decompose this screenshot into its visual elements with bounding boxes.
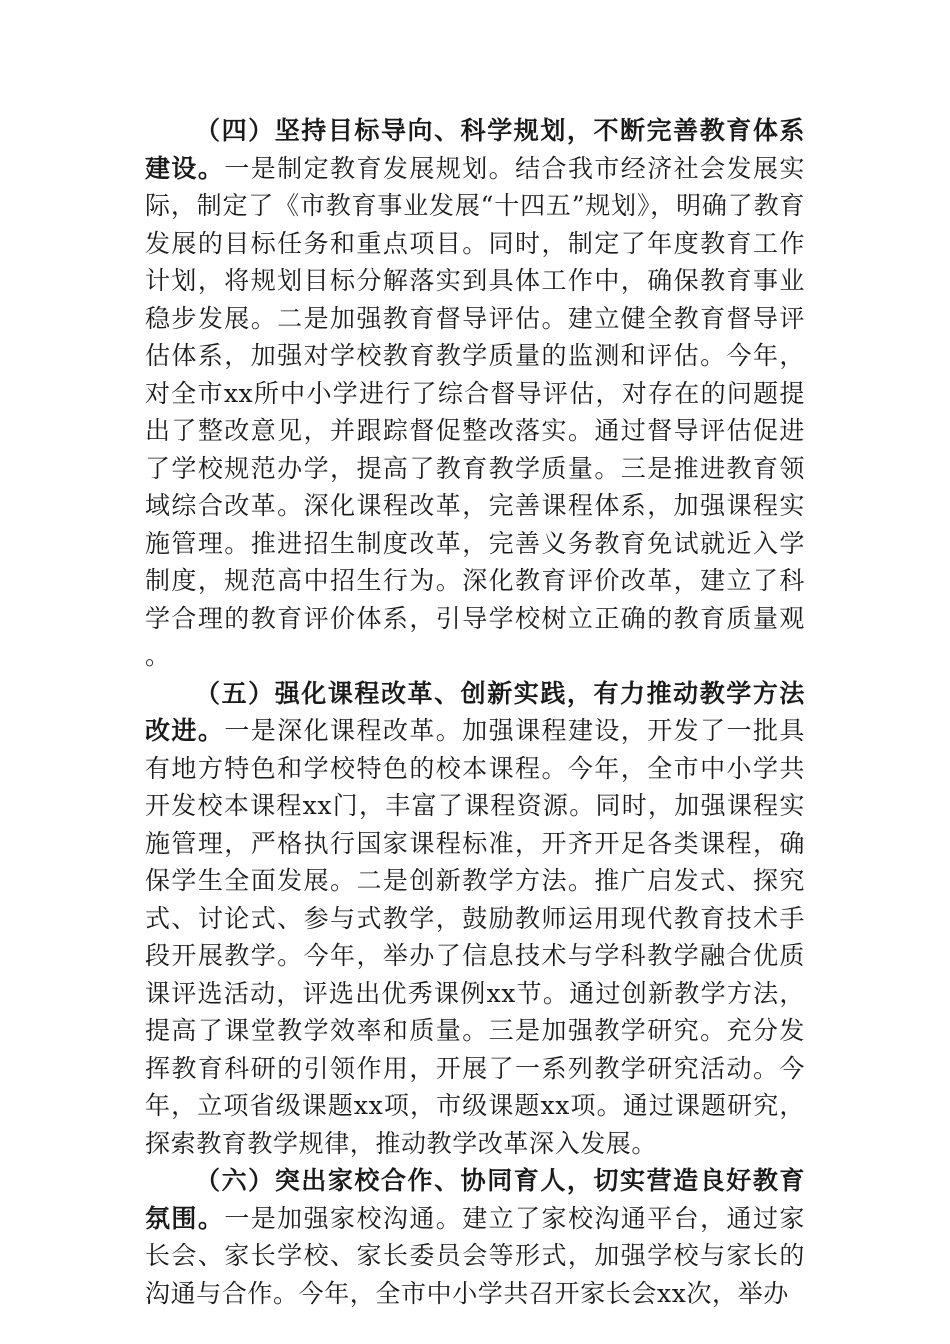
section-5-body: 一是深化课程改革。加强课程建设，开发了一批具有地方特色和学校特色的校本课程。今年，全市中小学共开发校本课程xx门，丰富了课程资源。同时，加强课程实施管理，严格执行国家课程标准，开齐开足各类课程，确保学生全面发展。二是创新教学方法。推广启发式、探究式、讨论式、参与式教学，鼓励教师运用现代教育技术手段开展教学。今年，举办了信息技术与学科教学融合优质课评选活动，评选出优秀课例xx节。通过创新教学方法，提高了课堂教学效率和质量。三是加强教学研究。充分发挥教育科研的引领作用，开展了一系列教学研究活动。今年，立项省级课题xx项，市级课题xx项。通过课题研究，探索教育教学规律，推动教学改革深入发展。 [145, 716, 806, 1158]
paragraph-section-4 [145, 112, 805, 675]
section-5-heading: （五）强化课程改革、创新实践，有力推动教学方法改进。 [145, 678, 805, 745]
section-4-body: 一是制定教育发展规划。结合我市经济社会发展实际，制定了《市教育事业发展“十四五”规划》，明确了教育发展的目标任务和重点项目。同时，制定了年度教育工作计划，将规划目标分解落实到具体工作中，确保教育事业稳步发展。二是加强教育督导评估。建立健全教育督导评估体系，加强对学校教育教学质量的监测和评估。今年，对全市xx所中小学进行了综合督导评估，对存在的问题提出了整改意见，并跟踪督促整改落实。通过督导评估促进了学校规范办学，提高了教育教学质量。三是推进教育领域综合改革。深化课程改革，完善课程体系，加强课程实施管理。推进招生制度改革，完善义务教育免试就近入学制度，规范高中招生行为。深化教育评价改革，建立了科学合理的教育评价体系，引导学校树立正确的教育质量观。 [145, 153, 806, 670]
paragraph-section-5 [145, 675, 805, 1163]
section-6-body: 一是加强家校沟通。建立了家校沟通平台，通过家长会、家长学校、家长委员会等形式，加强学校与家长的沟通与合作。今年，全市中小学共召开家长会xx次，举办 [145, 1203, 806, 1308]
document-page [145, 112, 805, 1312]
section-4-heading: （四）坚持目标导向、科学规划，不断完善教育体系建设。 [145, 116, 805, 183]
paragraph-section-6 [145, 1162, 805, 1312]
section-6-heading: （六）突出家校合作、协同育人，切实营造良好教育氛围。 [145, 1166, 805, 1233]
